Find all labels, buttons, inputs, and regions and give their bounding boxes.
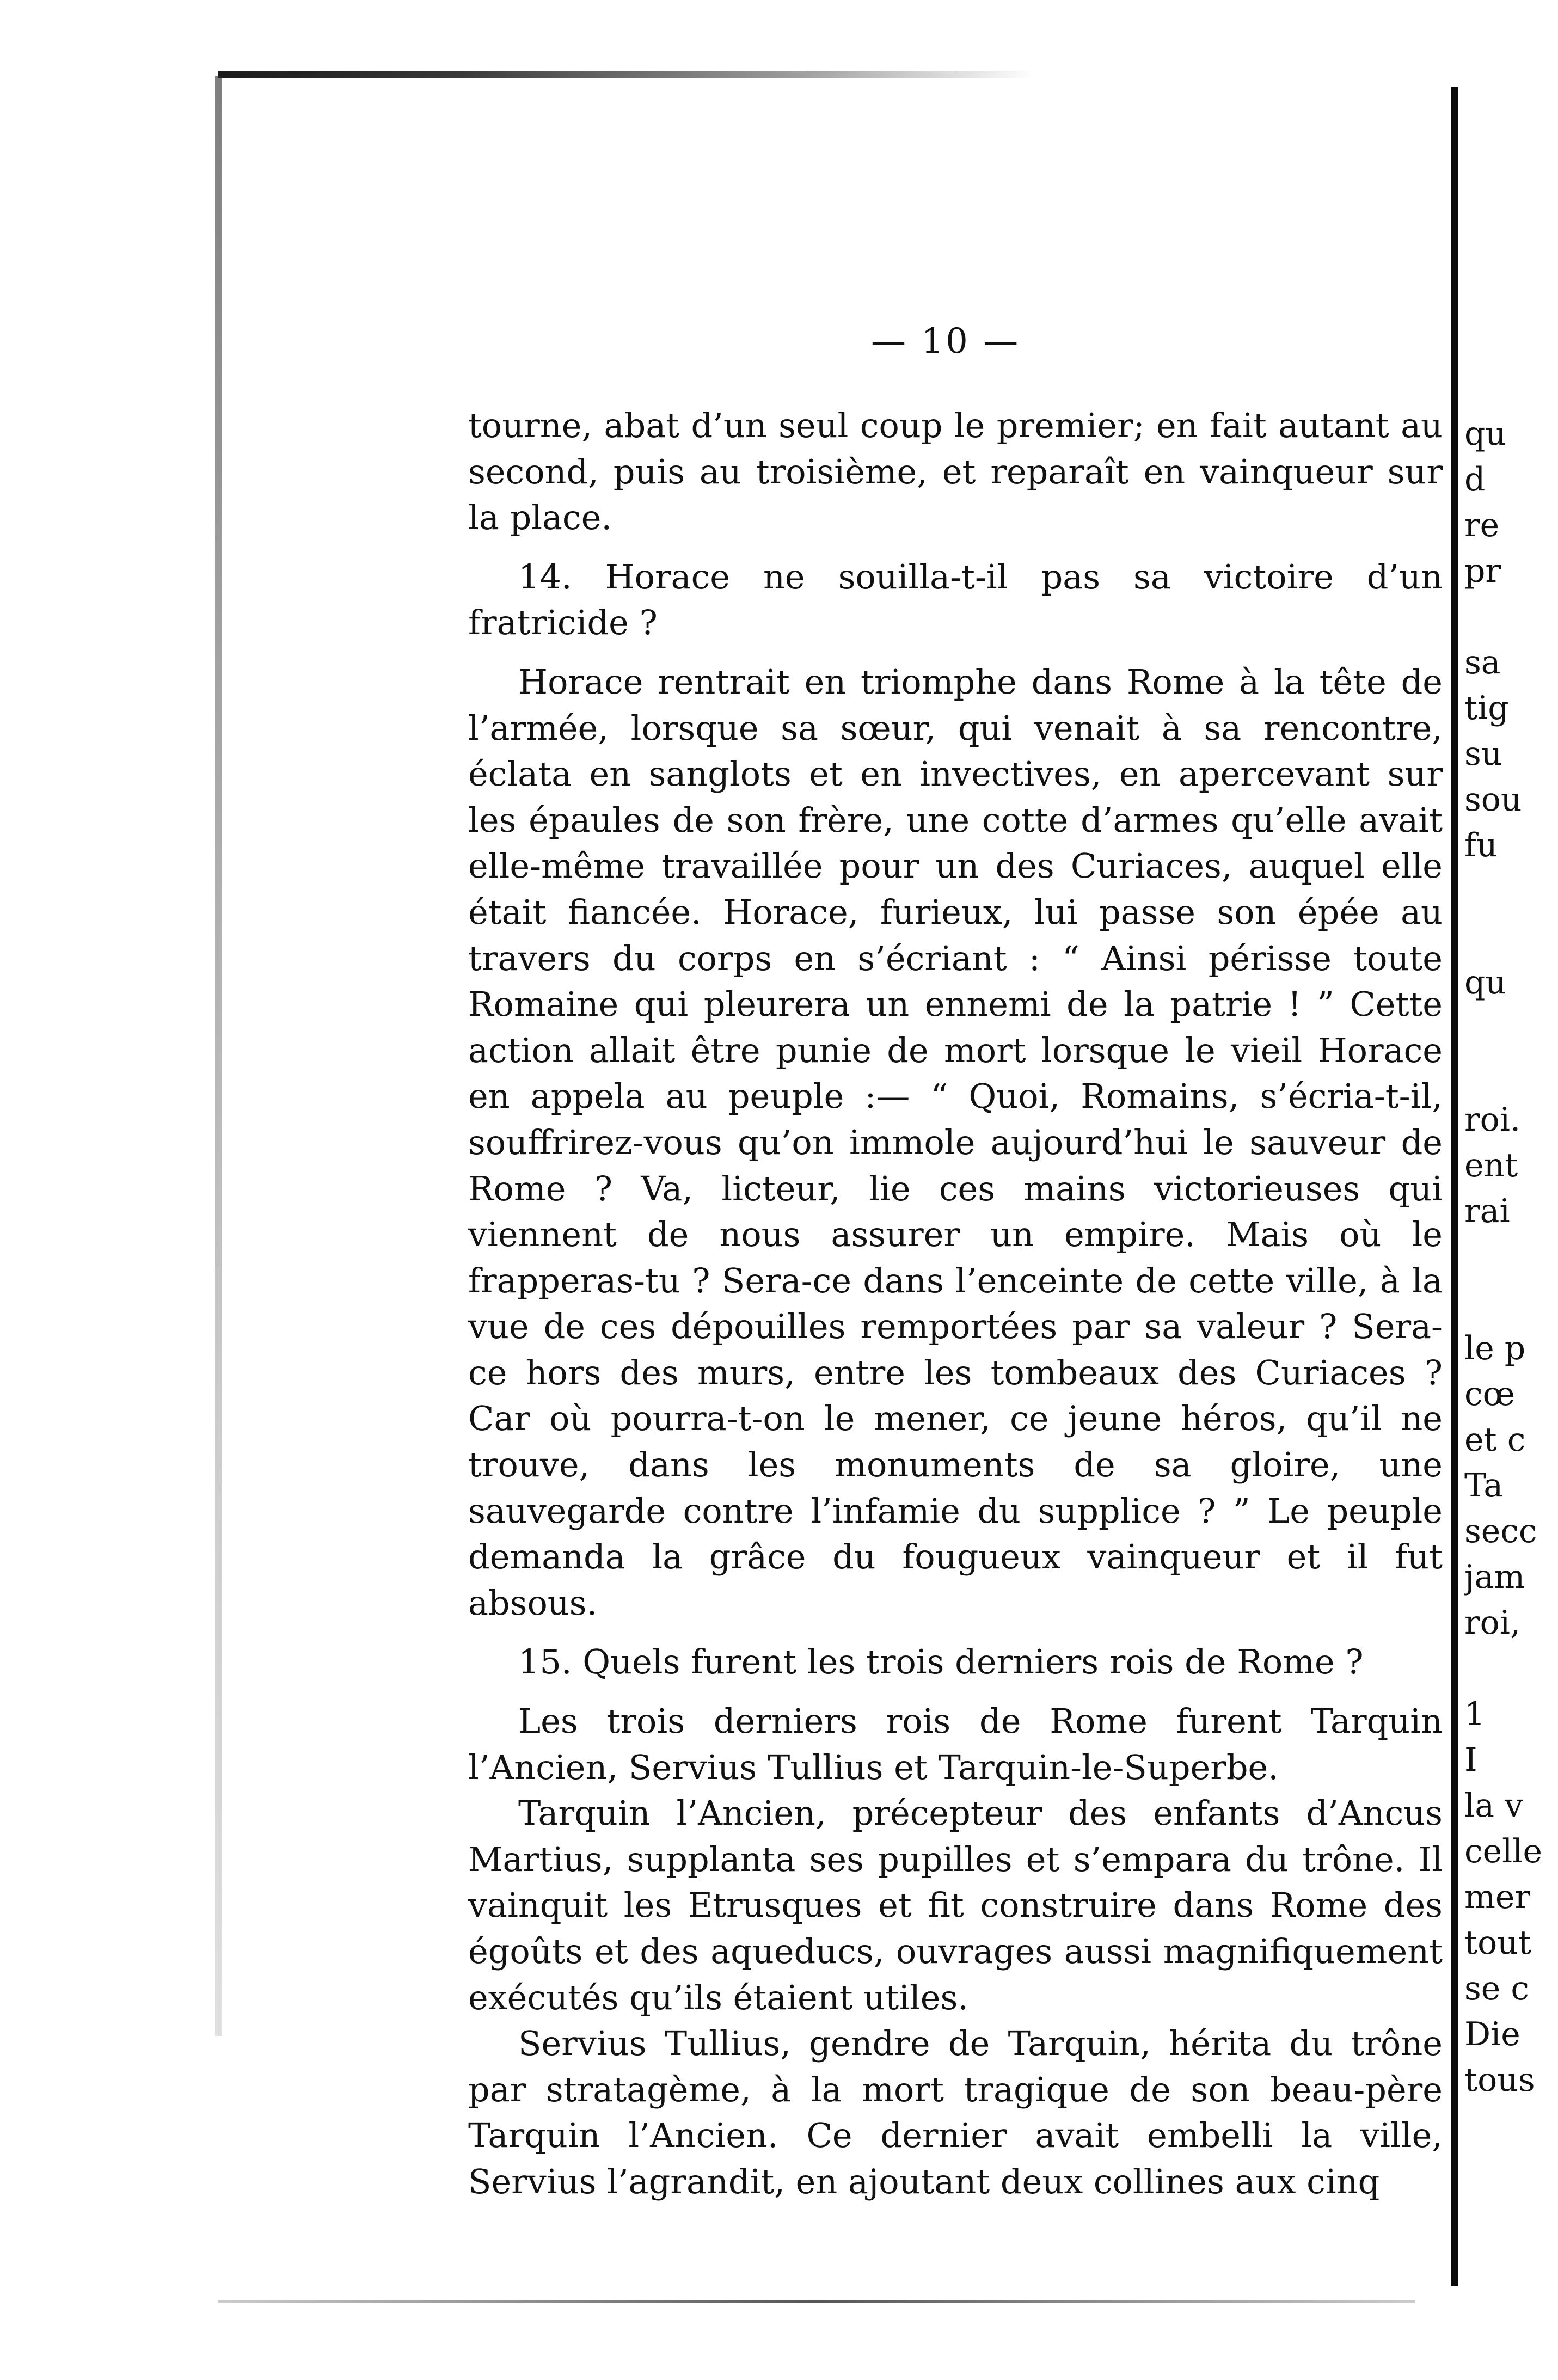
adjacent-fragment: sou <box>1464 781 1522 819</box>
adjacent-fragment <box>1464 1280 1557 1326</box>
adjacent-fragment: re <box>1464 506 1500 544</box>
adjacent-fragment: su <box>1464 735 1502 773</box>
adjacent-fragment: qu <box>1464 964 1507 1002</box>
page-gutter-divider <box>1451 87 1458 2286</box>
adjacent-fragment: cœ <box>1464 1375 1515 1413</box>
adjacent-fragment: ent <box>1464 1146 1518 1185</box>
adjacent-fragment <box>1464 1646 1557 1691</box>
adjacent-fragment: Die <box>1464 2015 1520 2053</box>
answer-15-servius: Servius Tullius, gendre de Tarquin, hérita du trône par stratagème, à la mort tragique de son beau-père Tarquin l’Ancien. Ce dernier avait embelli la ville, Servius l’agrandit, en ajoutant deux collines aux cinq <box>468 2023 1443 2201</box>
answer-15-tarquin-ancien: Tarquin l’Ancien, précepteur des enfants d’Ancus Martius, supplanta ses pupilles et s’empara du trône. Il vainquit les Etrusques et fit construire dans Rome des égoûts et des aqueducs, ouvrages aussi magnifiquement exécutés qu’ils étaient utiles. <box>468 1793 1443 2017</box>
adjacent-fragment: I <box>1464 1741 1477 1779</box>
question-15: 15. Quels furent les trois derniers rois de Rome ? <box>518 1642 1364 1682</box>
main-text-block <box>468 403 1443 2205</box>
adjacent-fragment: tout <box>1464 1924 1531 1962</box>
answer-15-intro: Les trois derniers rois de Rome furent Tarquin l’Ancien, Servius Tullius et Tarquin-le-Superbe. <box>468 1701 1443 1787</box>
adjacent-fragment: roi. <box>1464 1101 1521 1139</box>
answer-14: Horace rentrait en triomphe dans Rome à la tête de l’armée, lorsque sa sœur, qui venait à sa rencontre, éclata en sanglots et en invectives, en apercevant sur les épaules de son frère, une cotte d’armes qu’elle avait elle-même travaillée pour un des Curiaces, auquel elle était fiancée. Horace, furieux, lui passe son épée au travers du corps en s’écriant : “ Ainsi périsse toute Romaine qui pleurera un ennemi de la patrie ! ” Cette action allait être punie de mort lorsque le vieil Horace en appela au peuple :— “ Quoi, Romains, s’écria-t-il, souffrirez-vous qu’on immole aujourd’hui le sauveur de Rome ? Va, licteur, lie ces mains victorieuses qui viennent de nous assurer un empire. Mais où le frapperas-tu ? Sera-ce dans l’enceinte de cette ville, à la vue de ces dépouilles remportées par sa valeur ? Sera-ce hors des murs, entre les tombeaux des Curiaces ? Car où pourra-t-on le mener, ce jeune héros, qu’il ne trouve, dans les monuments de sa gloire, une sauvegarde contre l’infamie du supplice ? ” Le peuple demanda la grâce du fougueux vainqueur et il fut absous. <box>468 661 1443 1623</box>
adjacent-fragment <box>1464 1005 1557 1051</box>
adjacent-fragment: et c <box>1464 1421 1526 1459</box>
adjacent-fragment <box>1464 1234 1557 1280</box>
page-number: — 10 — <box>871 321 1021 361</box>
adjacent-fragment: Ta <box>1464 1467 1504 1505</box>
adjacent-fragment <box>1464 914 1557 960</box>
adjacent-fragment: 1 <box>1464 1695 1486 1733</box>
adjacent-fragment: jam <box>1464 1558 1525 1596</box>
adjacent-fragment: sa <box>1464 643 1501 682</box>
adjacent-fragment: pr <box>1464 552 1501 590</box>
adjacent-fragment: mer <box>1464 1878 1531 1916</box>
adjacent-fragment: tous <box>1464 2061 1535 2099</box>
paragraph-continuation: tourne, abat d’un seul coup le premier; en fait autant au second, puis au troisième, et reparaît en vainqueur sur la place. <box>468 406 1443 538</box>
adjacent-fragment <box>1464 594 1557 640</box>
adjacent-fragment: se c <box>1464 1970 1529 2008</box>
scan-edge-top <box>218 71 1034 78</box>
adjacent-fragment: rai <box>1464 1192 1510 1230</box>
adjacent-fragment: d <box>1464 461 1486 499</box>
adjacent-fragment: fu <box>1464 826 1498 864</box>
adjacent-fragment <box>1464 868 1557 914</box>
adjacent-fragment: roi, <box>1464 1604 1521 1642</box>
adjacent-fragment: qu <box>1464 415 1507 453</box>
adjacent-page-fragments <box>1464 411 1557 2103</box>
adjacent-fragment: celle <box>1464 1832 1542 1870</box>
adjacent-fragment <box>1464 1051 1557 1097</box>
adjacent-fragment: secc <box>1464 1512 1537 1550</box>
scan-edge-bottom <box>218 2300 1415 2303</box>
question-14: 14. Horace ne souilla-t-il pas sa victoire d’un fratricide ? <box>468 556 1443 643</box>
adjacent-fragment: le p <box>1464 1329 1526 1367</box>
adjacent-fragment: tig <box>1464 689 1509 727</box>
scan-edge-left <box>215 76 222 2036</box>
adjacent-fragment: la v <box>1464 1787 1523 1825</box>
